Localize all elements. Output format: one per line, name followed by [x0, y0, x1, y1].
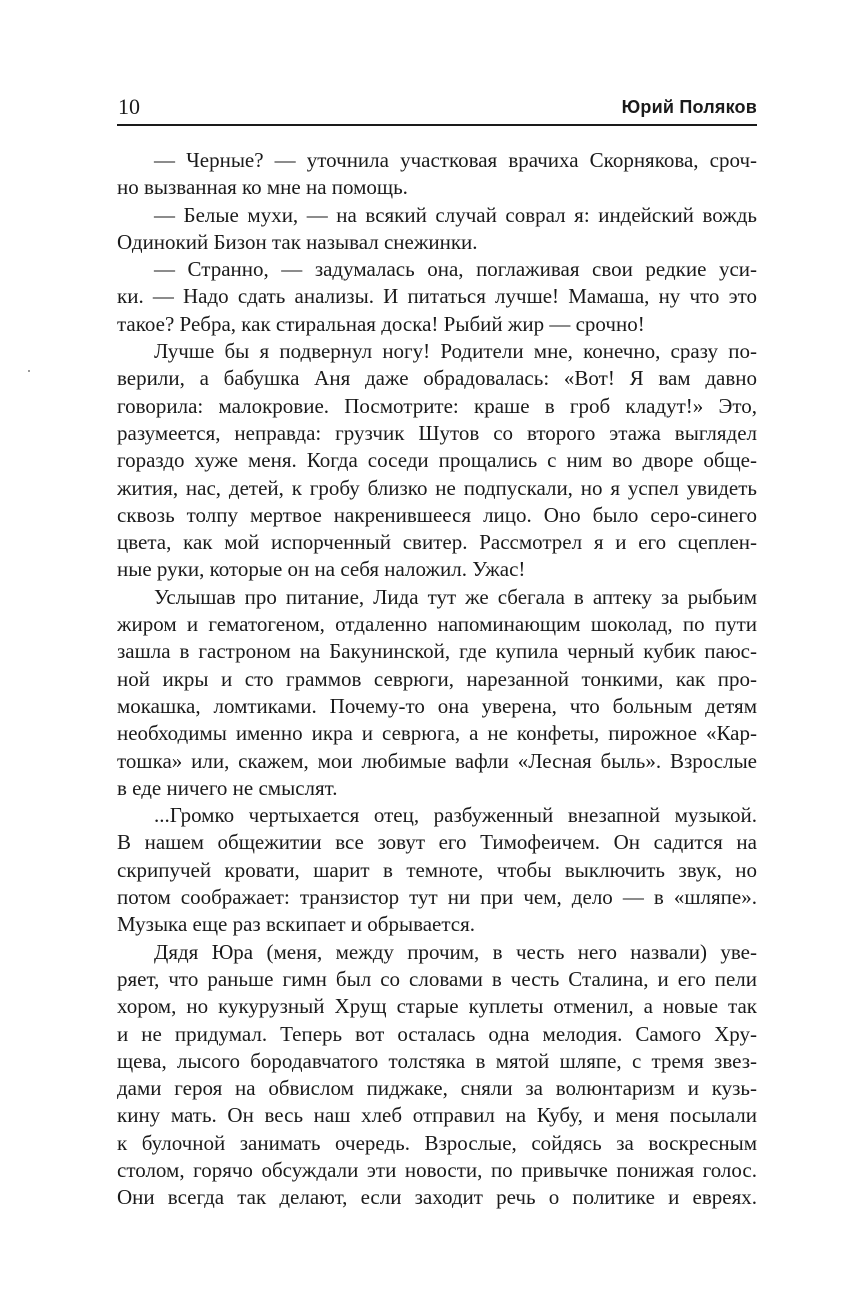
- text-line: жития, нас, детей, к гробу близко не подпускали, но я успел увидеть: [117, 475, 757, 500]
- text-line: хором, но кукурузный Хрущ старые куплеты отменил, а новые так: [117, 994, 757, 1019]
- text-line: ки. — Надо сдать анализы. И питаться лучше! Мамаша, ну что это: [117, 284, 757, 309]
- text-line: Одинокий Бизон так называл снежинки.: [117, 229, 478, 254]
- text-line: такое? Ребра, как стиральная доска! Рыбий жир — срочно!: [117, 311, 645, 336]
- text-line: — Странно, — задумалась она, поглаживая свои редкие уси-: [154, 257, 757, 282]
- text-line: Музыка еще раз вскипает и обрывается.: [117, 912, 476, 937]
- text-line: тошка» или, скажем, мои любимые вафли «Лесная быль». Взрослые: [117, 748, 757, 773]
- text-line: Лучше бы я подвернул ногу! Родители мне, конечно, сразу по-: [154, 339, 757, 364]
- margin-mark: [28, 370, 30, 372]
- body-text: [117, 147, 757, 1212]
- text-line: говорила: малокровие. Посмотрите: краше в гроб кладут!» Это,: [117, 393, 757, 418]
- text-line: необходимы именно икра и севрюга, а не конфеты, пирожное «Кар-: [117, 721, 757, 746]
- text-line: кину мать. Он весь наш хлеб отправил на Кубу, и меня посылали: [117, 1103, 757, 1128]
- text-line: и не придумал. Теперь вот осталась одна мелодия. Самого Хру-: [117, 1021, 757, 1046]
- text-line: дами героя на обвислом пиджаке, сняли за волюнтаризм и кузь-: [117, 1076, 757, 1101]
- text-line: ные руки, которые он на себя наложил. Ужас!: [117, 557, 526, 582]
- text-line: ...Громко чертыхается отец, разбуженный внезапной музыкой.: [154, 803, 757, 828]
- text-line: жиром и гематогеном, отдаленно напоминающим шоколад, по пути: [117, 612, 757, 637]
- text-line: Дядя Юра (меня, между прочим, в честь него назвали) уве-: [154, 939, 757, 964]
- page-number: 10: [118, 94, 140, 119]
- text-line: цвета, как мой испорченный свитер. Рассмотрел я и его сцеплен-: [117, 530, 757, 555]
- text-line: потом соображает: транзистор тут ни при чем, дело — в «шляпе».: [117, 885, 757, 910]
- text-line: разумеется, неправда: грузчик Шутов со второго этажа выглядел: [117, 420, 757, 445]
- text-line: но вызванная ко мне на помощь.: [117, 175, 408, 200]
- text-line: ной икры и сто граммов севрюги, нарезанной тонкими, как про-: [117, 666, 757, 691]
- text-line: В нашем общежитии все зовут его Тимофеичем. Он садится на: [117, 830, 757, 855]
- text-line: щева, лысого бородавчатого толстяка в мятой шляпе, с тремя звез-: [117, 1048, 757, 1073]
- text-line: в еде ничего не смыслят.: [117, 775, 338, 800]
- text-line: столом, горячо обсуждали эти новости, по привычке понижая голос.: [117, 1157, 757, 1182]
- text-line: скрипучей кровати, шарит в темноте, чтобы выключить звук, но: [117, 857, 757, 882]
- running-header: [117, 94, 757, 126]
- text-line: верили, а бабушка Аня даже обрадовалась: «Вот! Я вам давно: [117, 366, 757, 391]
- text-line: к булочной занимать очередь. Взрослые, сойдясь за воскресным: [117, 1130, 757, 1155]
- text-line: сквозь толпу мертвое накренившееся лицо. Оно было серо-синего: [117, 502, 757, 527]
- text-line: зашла в гастроном на Бакунинской, где купила черный кубик паюс-: [117, 639, 757, 664]
- text-line: Они всегда так делают, если заходит речь о политике и евреях.: [117, 1185, 757, 1210]
- text-line: мокашка, ломтиками. Почему-то она уверена, что больным детям: [117, 693, 757, 718]
- text-line: гораздо хуже меня. Когда соседи прощались с ним во дворе обще-: [117, 448, 757, 473]
- author-name: Юрий Поляков: [621, 97, 757, 117]
- text-line: Услышав про питание, Лида тут же сбегала в аптеку за рыбьим: [154, 584, 757, 609]
- text-line: — Белые мухи, — на всякий случай соврал я: индейский вождь: [154, 202, 757, 227]
- text-line: — Черные? — уточнила участковая врачиха Скорнякова, сроч-: [154, 148, 757, 172]
- text-line: ряет, что раньше гимн был со словами в честь Сталина, и его пели: [117, 966, 757, 991]
